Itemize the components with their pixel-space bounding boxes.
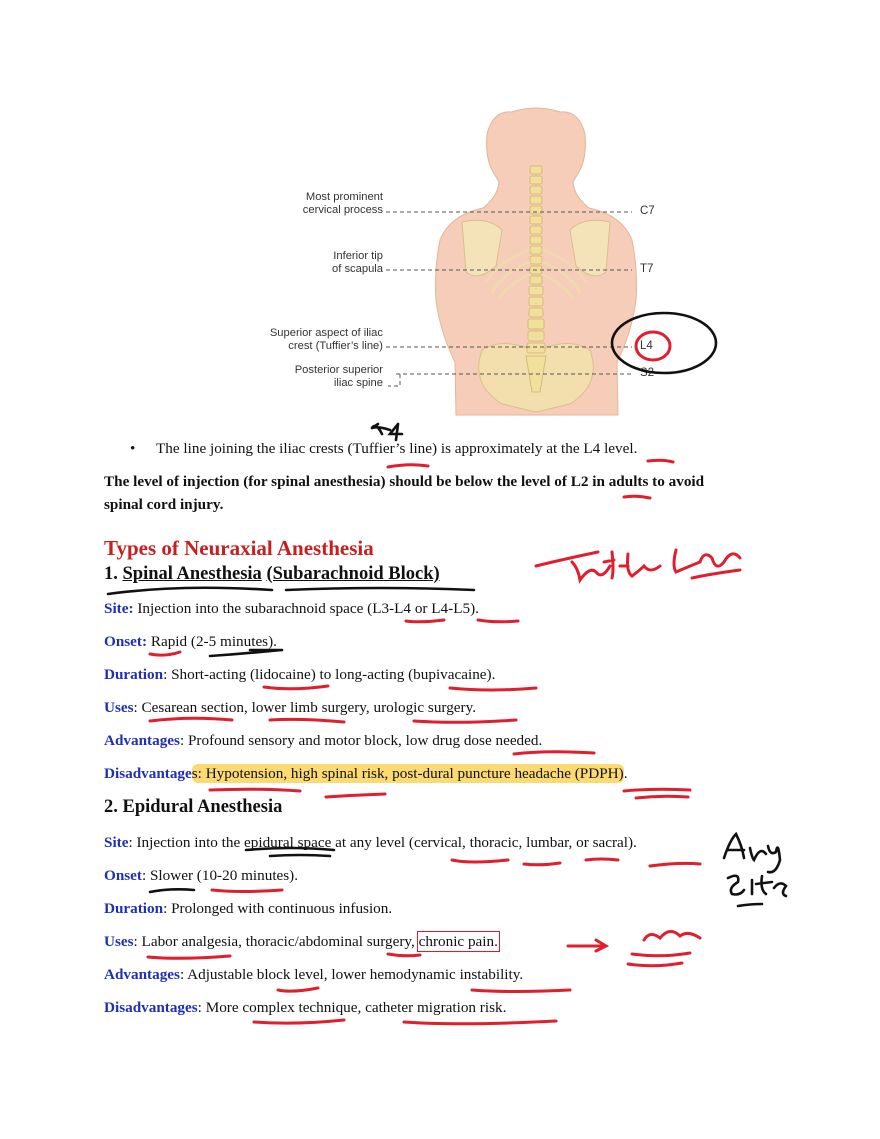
underline-pdph (624, 789, 690, 791)
underline-l4l5 (478, 620, 518, 622)
underline-bupivacaine (450, 688, 536, 690)
label-s2 (240, 364, 383, 390)
injection-note-line2: spinal cord injury. (104, 496, 224, 513)
underline-labor (148, 956, 230, 958)
epidural-site (104, 833, 637, 853)
underline-complex (254, 1020, 344, 1023)
epidural-heading: 2. Epidural Anesthesia (104, 797, 283, 817)
epidural-duration-label: Duration (104, 900, 164, 917)
underline-cervical (452, 860, 508, 862)
label-l4-line1: Superior aspect of iliac (269, 327, 383, 339)
epidural-onset (104, 866, 298, 886)
epidural-disadvantages-text: : More complex technique, catheter migration risk. (197, 999, 507, 1016)
epidural-onset-text: : Slower (10-20 minutes). (141, 867, 299, 884)
level-t7: T7 (640, 263, 654, 275)
level-l4: L4 (640, 340, 653, 352)
underline-l3l4 (406, 620, 444, 622)
underline-l2 (624, 496, 650, 498)
epidural-disadvantages-label: Disadvantages (104, 999, 198, 1016)
spinal-duration (104, 665, 495, 685)
epidural-advantages (104, 965, 523, 985)
spinal-advantages-label: Advantages (104, 732, 180, 749)
label-t7-line1: Inferior tip (333, 250, 383, 262)
any-site-handwriting (724, 834, 786, 906)
underline-high-spinal (326, 794, 385, 797)
handwritten-four (390, 424, 402, 440)
spinal-advantages (104, 731, 542, 751)
spinal-disadvantages-label: Disadvantage (104, 765, 192, 782)
epidural-uses-label: Uses (104, 933, 134, 950)
label-l4 (230, 327, 383, 353)
underline-urologic (414, 720, 516, 722)
spinal-disadvantages (104, 764, 628, 784)
label-c7 (240, 191, 383, 217)
underline-dose-needed (514, 752, 594, 754)
arrow-chronic-pain (568, 940, 606, 951)
spinal-onset (104, 632, 277, 652)
ink-arrow-up (372, 424, 390, 434)
ink-note-scribble (644, 931, 700, 940)
label-s2-line1: Posterior superior (294, 364, 383, 376)
epidural-advantages-label: Advantages (104, 966, 180, 983)
level-s2: S2 (640, 367, 655, 379)
epidural-uses-text: : Labor analgesia, thoracic/abdominal surgery, (133, 933, 419, 950)
epidural-site-label: Site (104, 834, 129, 851)
label-c7-line1: Most prominent (305, 191, 383, 203)
epidural-site-text: : Injection into the epidural space at any level (cervical, thoracic, lumbar, or sacral). (128, 834, 637, 851)
epidural-duration-text: : Prolonged with continuous infusion. (163, 900, 393, 917)
ink-arch-spinal (108, 588, 272, 594)
spinal-heading-subtitle: (Subarachnoid Block) (266, 564, 440, 584)
spinal-heading-title: Spinal Anesthesia (122, 564, 262, 584)
underline-rapid (150, 652, 180, 655)
tuffier-line-handwriting (536, 550, 740, 580)
epidural-duration (104, 899, 392, 919)
spinal-uses-text: : Cesarean section, lower limb surgery, urologic surgery. (133, 699, 477, 716)
underline-instability (472, 990, 570, 992)
spinal-heading-number: 1. (104, 564, 123, 584)
bullet-text: The line joining the iliac crests (Tuffier’s line) is approximately at the L4 level. (156, 440, 638, 457)
underline-catheter (404, 1021, 556, 1024)
spinal-uses (104, 698, 476, 718)
spinal-onset-label: Onset: (104, 633, 148, 650)
underline-pdph-2 (636, 796, 688, 798)
spinal-disadvantages-tail: . (623, 765, 628, 782)
label-t7 (240, 250, 383, 276)
spinal-site-label: Site: (104, 600, 134, 617)
spinal-heading (104, 564, 440, 585)
spinal-onset-text: Rapid (2-5 minutes). (147, 633, 277, 650)
spinal-site-text: Injection into the subarachnoid space (L3-L4 or L4-L5). (133, 600, 479, 617)
bullet-marker: • (130, 440, 136, 457)
epidural-disadvantages (104, 998, 506, 1018)
underline-sacral (650, 863, 700, 866)
spinal-duration-label: Duration (104, 666, 164, 683)
label-c7-line2: cervical process (302, 204, 383, 216)
injection-note-line1: The level of injection (for spinal anesthesia) should be below the level of L2 in adults to avoid (104, 473, 705, 490)
section-title: Types of Neuraxial Anesthesia (104, 536, 374, 560)
epidural-advantages-text: : Adjustable block level, lower hemodynamic instability. (179, 966, 524, 983)
epidural-uses-boxed: chronic pain. (418, 933, 498, 950)
spinal-site (104, 599, 479, 619)
ink-equals-2 (628, 963, 682, 966)
underline-abdominal (388, 954, 420, 956)
epidural-uses (104, 932, 498, 952)
underline-lumbar (586, 859, 618, 860)
underline-cesarean (150, 718, 232, 721)
underline-block (278, 988, 318, 991)
underline-hypotension (210, 789, 300, 791)
spinal-advantages-text: : Profound sensory and motor block, low drug dose needed. (179, 732, 543, 749)
spinal-duration-text: : Short-acting (lidocaine) to long-acting (bupivacaine). (163, 666, 496, 683)
spinal-disadvantages-highlighted: s: Hypotension, high spinal risk, post-dural puncture headache (PDPH) (191, 765, 624, 782)
spinal-uses-label: Uses (104, 699, 134, 716)
label-s2-line2: iliac spine (333, 377, 383, 389)
underline-tuffier (388, 465, 428, 467)
ink-underline-slower (150, 889, 194, 892)
label-l4-line2: crest (Tuffier’s line) (288, 340, 383, 352)
underline-lower-limb (270, 719, 344, 722)
ink-equals-1 (632, 953, 690, 956)
underline-lidocaine (264, 686, 328, 689)
underline-l4 (648, 460, 673, 462)
level-c7: C7 (640, 205, 655, 217)
ink-arch-subarachnoid (286, 588, 474, 590)
label-t7-line2: of scapula (332, 263, 383, 275)
underline-10-20 (212, 890, 282, 892)
underline-thoracic (524, 863, 560, 865)
epidural-onset-label: Onset (104, 867, 142, 884)
